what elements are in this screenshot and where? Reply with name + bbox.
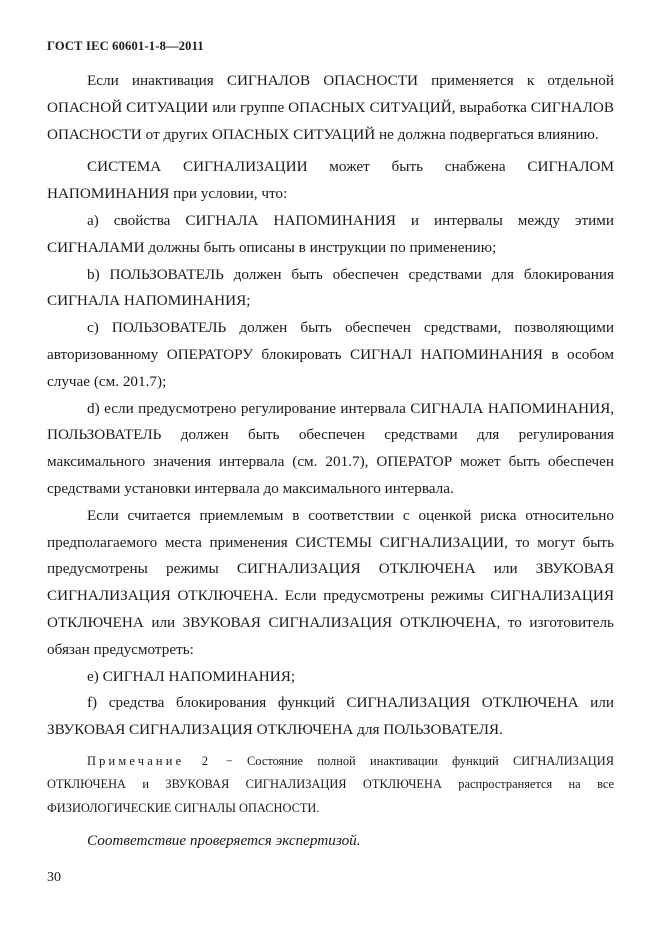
paragraph-reminder-intro: СИСТЕМА СИГНАЛИЗАЦИИ может быть снабжена СИГНАЛОМ НАПОМИНАНИЯ при условии, что: [47,158,614,203]
list-item-b: b) ПОЛЬЗОВАТЕЛЬ должен быть обеспечен средствами для блокирования СИГНАЛА НАПОМИНАНИЯ; [47,265,614,310]
list-item-e: e) СИГНАЛ НАПОМИНАНИЯ; [87,667,296,685]
list-item-c: c) ПОЛЬЗОВАТЕЛЬ должен быть обеспечен средствами, позволяющими авторизованному ОПЕРАТОРУ блокировать СИГНАЛ НАПОМИНАНИЯ в особом случае (см. 201.7); [47,319,614,390]
list-item-f: f) средства блокирования функций СИГНАЛИЗАЦИЯ ОТКЛЮЧЕНА или ЗВУКОВАЯ СИГНАЛИЗАЦИЯ ОТКЛЮЧЕНА для ПОЛЬЗОВАТЕЛЯ. [47,694,614,739]
paragraph-isolation: Если инактивация СИГНАЛОВ ОПАСНОСТИ применяется к отдельной ОПАСНОЙ СИТУАЦИИ или группе ОПАСНЫХ СИТУАЦИЙ, выработка СИГНАЛОВ ОПАСНОСТИ от других ОПАСНЫХ СИТУАЦИЙ не должна подвергаться влиянию. [47,72,614,143]
conformity-statement: Соответствие проверяется экспертизой. [87,832,361,850]
document-page [47,38,614,887]
list-item-d: d) если предусмотрено регулирование интервала СИГНАЛА НАПОМИНАНИЯ, ПОЛЬЗОВАТЕЛЬ должен быть обеспечен средствами для регулирования максимального значения интервала (см. 201.7), ОПЕРАТОР может быть обеспечен средствами установки интервала до максимального интервала. [47,399,614,497]
standard-header: ГОСТ IEC 60601-1-8—2011 [47,39,204,53]
note-2 [47,750,614,820]
note-text: − Состояние полной инактивации функций СИГНАЛИЗАЦИЯ ОТКЛЮЧЕНА и ЗВУКОВАЯ СИГНАЛИЗАЦИЯ ОТКЛЮЧЕНА распространяется на все ФИЗИОЛОГИЧЕСКИЕ СИГНАЛЫ ОПАСНОСТИ. [47,753,614,815]
page-number: 30 [47,869,61,885]
paragraph-alarm-off: Если считается приемлемым в соответствии с оценкой риска относительно предполагаемого места применения СИСТЕМЫ СИГНАЛИЗАЦИИ, то могут быть предусмотрены режимы СИГНАЛИЗАЦИЯ ОТКЛЮЧЕНА или ЗВУКОВАЯ СИГНАЛИЗАЦИЯ ОТКЛЮЧЕНА. Если предусмотрены режимы СИГНАЛИЗАЦИЯ ОТКЛЮЧЕНА или ЗВУКОВАЯ СИГНАЛИЗАЦИЯ ОТКЛЮЧЕНА, то изготовитель обязан предусмотреть: [47,506,614,658]
list-item-a: a) свойства СИГНАЛА НАПОМИНАНИЯ и интервалы между этими СИГНАЛАМИ должны быть описаны в инструкции по применению; [47,211,614,256]
note-label: Примечание 2 [87,753,212,768]
